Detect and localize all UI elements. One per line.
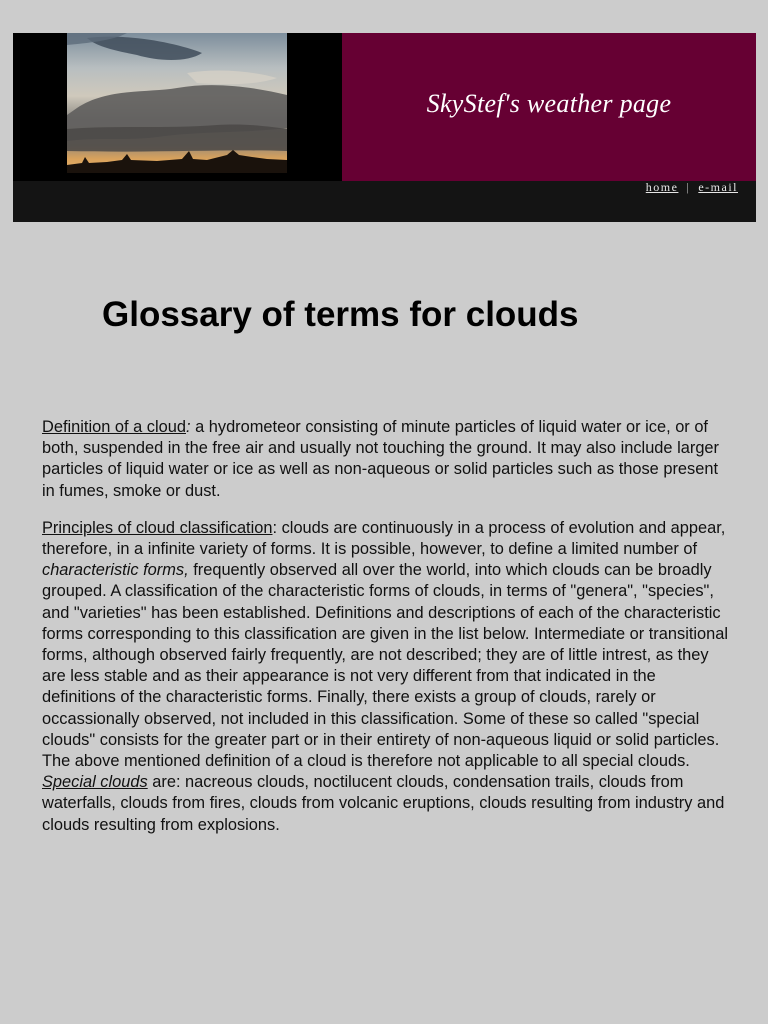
- definition-term: Definition of a cloud: [42, 418, 186, 436]
- definition-text: a hydrometeor consisting of minute particles of liquid water or ice, or of both, suspended in the free air and usually not touching the ground. It may also include larger particles of liquid water or ice as well as non-aqueous or solid particles such as those present in fumes, smoke or dust.: [42, 418, 720, 500]
- special-clouds-paragraph: [42, 772, 732, 836]
- site-title-panel: [342, 33, 756, 181]
- header-banner: [13, 33, 756, 222]
- nav-separator: |: [686, 180, 691, 194]
- principles-text-2: frequently observed all over the world, into which clouds can be broadly grouped. A classification of the characteristic forms of clouds, in terms of "genera", "species", and "varieties" has been established. Definitions and descriptions of each of the characteristic: [42, 561, 721, 622]
- glossary-content: [42, 417, 732, 836]
- special-clouds-text: are: nacreous clouds, noctilucent clouds, condensation trails, clouds from waterfalls, clouds from fires, clouds from volcanic eruptions, clouds resulting from industry and clouds resulting from explosions.: [42, 773, 725, 834]
- principles-text-3: forms corresponding to this classification are given in the list below. Intermediate or transitional forms, although observed fairly frequently, are not described; they are of little intrest, as they are less stable and as their appearance is not very different from that indicated in the definitions of the characteristic forms. Finally, there exists a group of clouds, rarely or occassionally observed, not included in this classification. Some of these so called "special clouds" consists for the greater part or in their entirety of non-aqueous liquid or solid particles. The above mentioned definition of a cloud is therefore not applicable to all special clouds.: [42, 624, 729, 771]
- definition-colon: :: [185, 418, 191, 436]
- principles-emphasis: characteristic forms,: [42, 561, 189, 580]
- site-title: SkyStef's weather page: [426, 89, 672, 118]
- banner-photo-panel: [13, 33, 342, 181]
- nav-link-email[interactable]: e-mail: [698, 180, 738, 194]
- principles-paragraph: [42, 518, 732, 624]
- definition-paragraph: [42, 417, 732, 502]
- sky-photo: [67, 33, 287, 173]
- nav-link-home[interactable]: home: [645, 180, 679, 194]
- principles-term: Principles of cloud classification: [42, 518, 273, 537]
- top-nav: [646, 180, 738, 195]
- principles-continued-paragraph: [42, 624, 732, 772]
- sky-photo-image: [67, 33, 287, 173]
- special-clouds-term: Special clouds: [42, 773, 148, 792]
- principles-text-1: : clouds are continuously in a process of evolution and appear, therefore, in a infinite variety of forms. It is possible, however, to define a limited number of: [42, 518, 726, 559]
- page-title: Glossary of terms for clouds: [102, 295, 579, 334]
